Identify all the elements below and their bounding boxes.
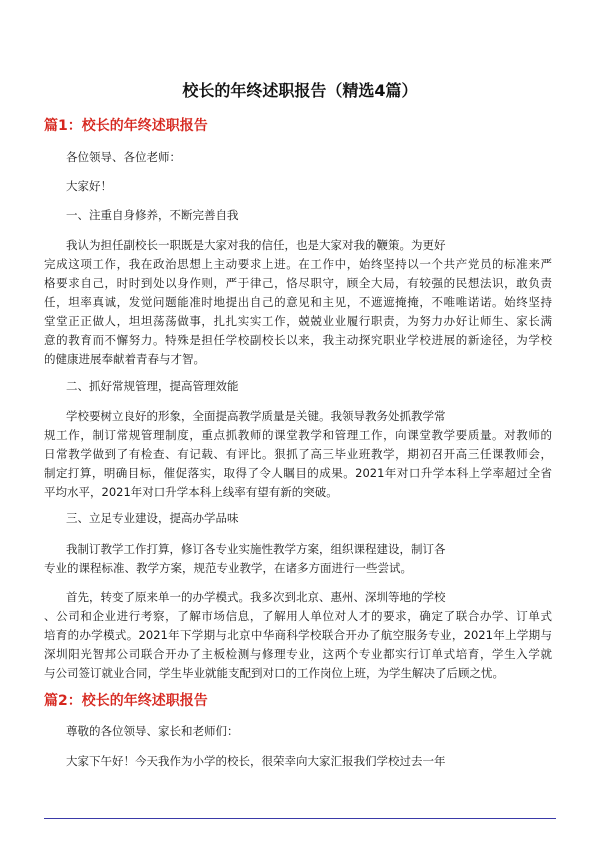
- paragraph-line: 首先，转变了原来单一的办学模式。我多次到北京、惠州、深圳等地的学校: [66, 590, 446, 604]
- paragraph-line: 培育的办学模式。2021年下学期与北京中华商科学校联合开办了航空服务专业，2021年上学期与: [44, 628, 552, 642]
- paragraph-line: 格要求自己，时时到处以身作则，严于律己，恪尽职守，顾全大局，有较强的民想法识，敢负责: [44, 276, 552, 290]
- paragraph-line: 的健康进展奉献着青春与才智。: [44, 352, 205, 366]
- paragraph-line: 完成这项工作，我在政治思想上主动要求上进。在工作中，始终坚持以一个共产党员的标准来严: [44, 257, 552, 271]
- page-bottom-divider: [44, 818, 556, 819]
- section-1-greeting: 各位领导、各位老师：: [66, 150, 181, 164]
- paragraph-line: 规工作，制订常规管理制度，重点抓教师的课堂教学和管理工作，向课堂教学要质量。对教师的: [44, 428, 552, 442]
- paragraph-line: 制定打算，明确目标，催促落实，取得了令人瞩目的成果。2021年对口升学本科上学率超过全省: [44, 466, 552, 480]
- paragraph-line: 意的教育而不懈努力。特殊是担任学校副校长以来，我主动探究职业学校进展的新途径，为学校: [44, 333, 552, 347]
- point-1-title: 一、注重自身修养，不断完善自我: [66, 208, 239, 222]
- paragraph-line: 堂堂正正做人，坦坦荡荡做事，扎扎实实工作，兢兢业业履行职责，为努力办好让师生、家长满: [44, 314, 552, 328]
- section-2-greeting: 尊敬的各位领导、家长和老师们：: [66, 724, 239, 738]
- paragraph-line: 深圳阳光智邦公司联合开办了主板检测与修理专业，这两个专业都实行订单式培育，学生入学就: [44, 647, 552, 661]
- section-1-heading: 篇1：校长的年终述职报告: [44, 118, 208, 134]
- paragraph-line: 我制订教学工作打算，修订各专业实施性教学方案，组织课程建设，制订各: [66, 542, 446, 556]
- document-title: 校长的年终述职报告（精选4篇）: [182, 81, 418, 100]
- paragraph-line: 、公司和企业进行考察，了解市场信息，了解用人单位对人才的要求，确定了联合办学、订单式: [44, 609, 552, 623]
- section-2-heading: 篇2：校长的年终述职报告: [44, 693, 208, 709]
- section-1-salutation: 大家好！: [66, 179, 112, 193]
- paragraph-line: 我认为担任副校长一职既是大家对我的信任，也是大家对我的鞭策。为更好: [66, 238, 446, 252]
- paragraph-line: 学校要树立良好的形象，全面提高教学质量是关键。我领导教务处抓教学常: [66, 409, 446, 423]
- paragraph-line: 专业的课程标准、教学方案，规范专业教学，在诸多方面进行一些尝试。: [44, 561, 412, 575]
- section-2-opening: 大家下午好！今天我作为小学的校长，很荣幸向大家汇报我们学校过去一年: [66, 754, 446, 768]
- paragraph-line: 日常教学做到了有检查、有记载、有评比。狠抓了高三毕业班教学，期初召开高三任课教师会，: [44, 447, 552, 461]
- paragraph-line: 平均水平，2021年对口升学本科上线率有望有新的突破。: [44, 485, 338, 499]
- point-3-title: 三、立足专业建设，提高办学品味: [66, 511, 239, 525]
- paragraph-line: 任，坦率真诚，发觉问题能准时地提出自己的意见和主见，不遮遮掩掩，不唯唯诺诺。始终坚持: [44, 295, 552, 309]
- paragraph-line: 与公司签订就业合同，学生毕业就能支配到对口的工作岗位上班，为学生解决了后顾之忧。: [44, 666, 504, 680]
- point-2-title: 二、抓好常规管理，提高管理效能: [66, 379, 239, 393]
